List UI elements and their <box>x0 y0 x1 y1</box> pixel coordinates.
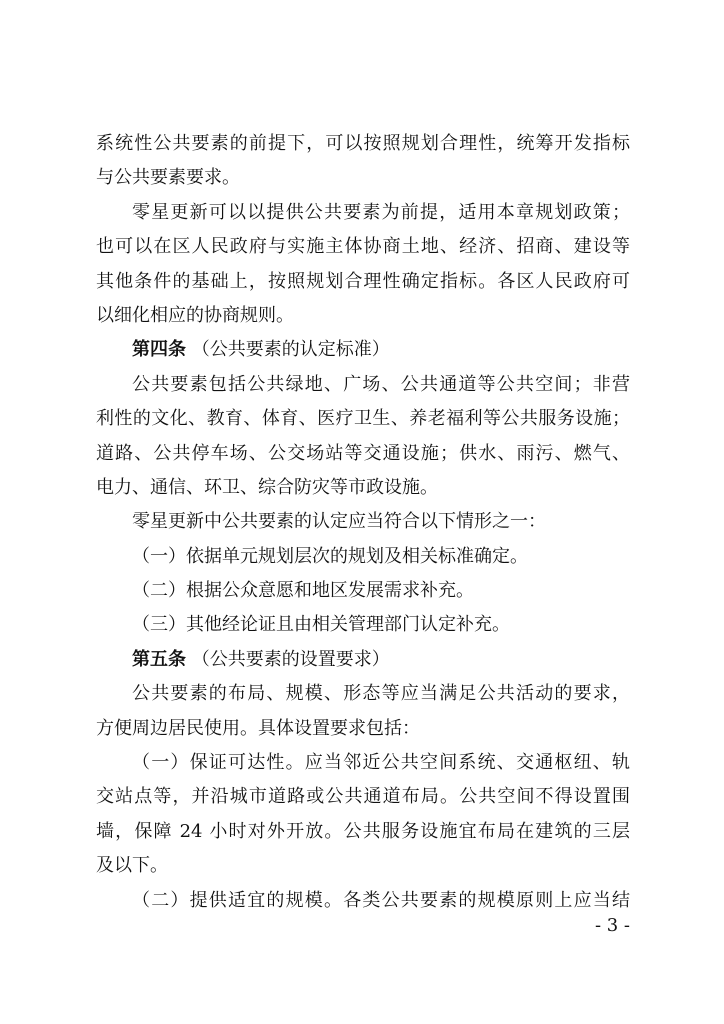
paragraph-line: 交站点等，并沿城市道路或公共通道布局。公共空间不得设置围 <box>96 786 630 808</box>
paragraph-line: 利性的文化、教育、体育、医疗卫生、养老福利等公共服务设施； <box>96 408 630 430</box>
list-item: （一）依据单元规划层次的规划及相关标准确定。 <box>132 545 528 567</box>
list-item: （一）保证可达性。应当邻近公共空间系统、交通枢纽、轨 <box>132 752 630 774</box>
article-number: 第五条 <box>132 648 186 670</box>
paragraph-line: 公共要素的布局、规模、形态等应当满足公共活动的要求， <box>132 683 630 705</box>
paragraph-line: 零星更新可以以提供公共要素为前提，适用本章规划政策； <box>132 201 630 223</box>
list-item: （三）其他经论证且由相关管理部门认定补充。 <box>132 614 510 636</box>
paragraph-line: 方便周边居民使用。具体设置要求包括： <box>96 717 420 739</box>
article-heading-5 <box>96 643 630 677</box>
document-body <box>96 127 630 918</box>
paragraph-line: 以细化相应的协商规则。 <box>96 304 294 326</box>
paragraph-line: 公共要素包括公共绿地、广场、公共通道等公共空间；非营 <box>132 373 630 395</box>
article-number: 第四条 <box>132 339 186 361</box>
article-heading-4 <box>96 333 630 367</box>
article-title: （公共要素的设置要求） <box>191 648 390 670</box>
page-number: - 3 - <box>594 915 630 936</box>
paragraph-line: 道路、公共停车场、公交场站等交通设施；供水、雨污、燃气、 <box>96 442 630 464</box>
list-item: （二）提供适宜的规模。各类公共要素的规模原则上应当结 <box>132 889 630 911</box>
paragraph-line: 电力、通信、环卫、综合防灾等市政设施。 <box>96 476 438 498</box>
paragraph-line: 与公共要素要求。 <box>96 167 240 189</box>
list-item: （二）根据公众意愿和地区发展需求补充。 <box>132 580 474 602</box>
paragraph-line: 墙，保障 24 小时对外开放。公共服务设施宜布局在建筑的三层 <box>96 820 630 842</box>
paragraph-line: 零星更新中公共要素的认定应当符合以下情形之一： <box>132 511 546 533</box>
paragraph-line: 系统性公共要素的前提下，可以按照规划合理性，统筹开发指标 <box>96 133 630 154</box>
paragraph-line: 及以下。 <box>96 855 168 877</box>
paragraph-line: 其他条件的基础上，按照规划合理性确定指标。各区人民政府可 <box>96 270 630 292</box>
article-title: （公共要素的认定标准） <box>191 339 390 361</box>
paragraph-line: 也可以在区人民政府与实施主体协商土地、经济、招商、建设等 <box>96 236 630 258</box>
